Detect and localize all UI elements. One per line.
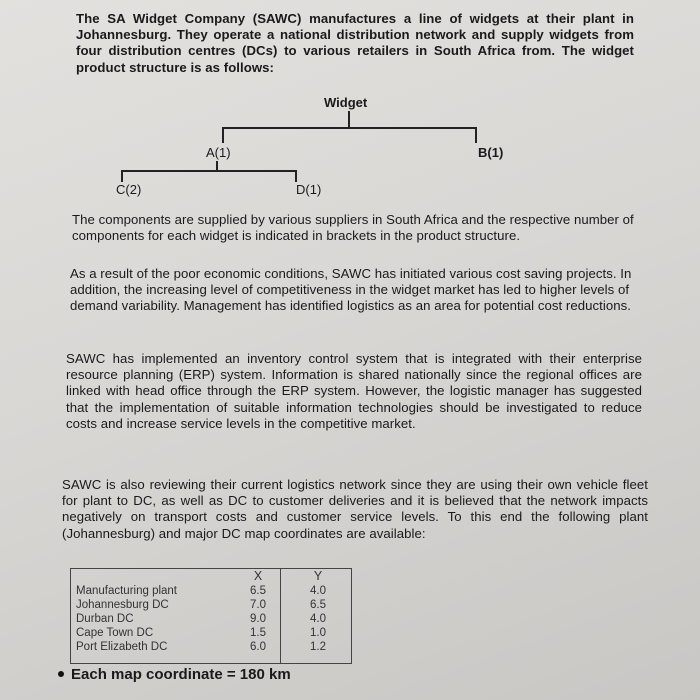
row-x: 9.0 <box>250 613 266 625</box>
bullet-dot-icon <box>58 671 64 677</box>
row-name: Port Elizabeth DC <box>76 641 168 653</box>
edge-widget-bar <box>222 127 476 129</box>
edge-to-c <box>121 170 123 182</box>
table-mid-rule <box>280 568 281 664</box>
edge-to-d <box>295 170 297 182</box>
row-y: 4.0 <box>310 585 326 597</box>
edge-a-bar <box>121 170 296 172</box>
table-top-rule <box>70 568 352 569</box>
row-x: 6.5 <box>250 585 266 597</box>
bullet-item <box>58 666 291 683</box>
node-b: B(1) <box>478 145 504 160</box>
components-paragraph: The components are supplied by various suppliers in South Africa and the respective number of components for each widget is indicated in brackets in the product structure. <box>72 212 634 244</box>
row-y: 4.0 <box>310 613 326 625</box>
row-name: Durban DC <box>76 613 134 625</box>
row-name: Cape Town DC <box>76 627 154 639</box>
node-widget: Widget <box>324 95 368 110</box>
column-header-y: Y <box>313 569 323 583</box>
table-left-rule <box>70 568 71 664</box>
economic-paragraph: As a result of the poor economic conditions, SAWC has initiated various cost saving projects. In addition, the increasing level of competitiveness in the widget market has led to higher levels of demand variability. Management has identified logistics as an area for potential cost reductions. <box>70 266 632 314</box>
row-y: 1.2 <box>310 641 326 653</box>
edge-to-a <box>222 127 224 143</box>
row-x: 1.5 <box>250 627 266 639</box>
column-header-x: X <box>253 569 263 583</box>
row-y: 1.0 <box>310 627 326 639</box>
bullet-text: Each map coordinate = 180 km <box>71 666 291 683</box>
row-name: Johannesburg DC <box>76 599 169 611</box>
row-x: 6.0 <box>250 641 266 653</box>
node-a: A(1) <box>206 145 231 160</box>
table-right-rule <box>351 568 352 664</box>
intro-paragraph: The SA Widget Company (SAWC) manufactures a line of widgets at their plant in Johannesburg. They operate a national distribution network and supply widgets from four distribution centres (DCs) to various retailers in South Africa from. The widget product structure is as follows: <box>76 11 634 75</box>
inventory-paragraph: SAWC has implemented an inventory control system that is integrated with their enterprise resource planning (ERP) system. Information is shared nationally since the regional offices are linked with head office through the ERP system. However, the logistic manager has suggested that the implementation of suitable information technologies should be investigated to reduce costs and increase service levels in the competitive market. <box>66 351 642 431</box>
coordinates-table <box>70 568 352 664</box>
row-name: Manufacturing plant <box>76 585 178 597</box>
row-y: 6.5 <box>310 599 326 611</box>
node-d: D(1) <box>296 182 322 197</box>
node-c: C(2) <box>116 182 142 197</box>
edge-to-b <box>475 127 477 143</box>
product-structure-diagram <box>0 0 700 210</box>
edge-widget-stem <box>348 111 350 128</box>
row-x: 7.0 <box>250 599 266 611</box>
network-paragraph: SAWC is also reviewing their current logistics network since they are using their own vehicle fleet for plant to DC, as well as DC to customer deliveries and it is believed that the network impacts negatively on transport costs and customer service levels. To this end the following plant (Johannesburg) and major DC map coordinates are available: <box>62 477 648 541</box>
table-bottom-rule <box>70 663 352 664</box>
